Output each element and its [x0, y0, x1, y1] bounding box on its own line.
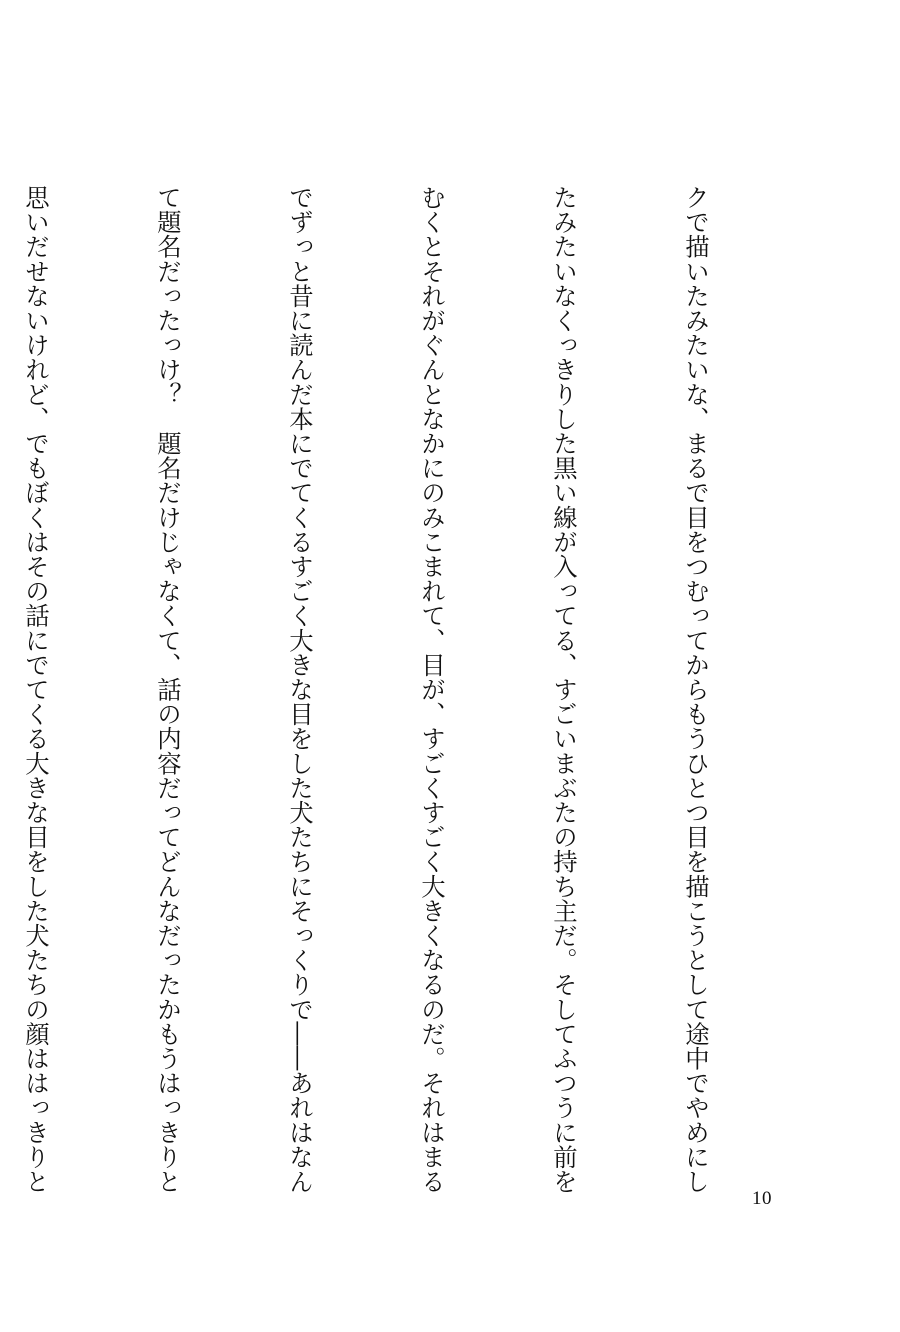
text-line: むくとそれがぐんとなかにのみこまれて、目が、すごくすごく大きくなるのだ。それはまる	[417, 185, 446, 1194]
text-line: クで描いたみたいな、まるで目をつむってからもうひとつ目を描こうとして途中でやめにし	[681, 185, 710, 1194]
text-line: て題名だったっけ？ 題名だけじゃなくて、話の内容だってどんなだったかもうはっきりと	[153, 185, 182, 1194]
body-text	[21, 185, 805, 1194]
text-line: 思いだせないけれど、でもぼくはその話にでてくる大きな目をした犬たちの顔ははっきりと	[21, 185, 50, 1194]
page-number: 10	[752, 1188, 772, 1209]
text-line: でずっと昔に読んだ本にでてくるすごく大きな目をした犬たちにそっくりで――あれはなん	[285, 185, 314, 1194]
text-line: たみたいなくっきりした黒い線が入ってる、すごいまぶたの持ち主だ。そしてふつうに前を	[549, 185, 578, 1194]
